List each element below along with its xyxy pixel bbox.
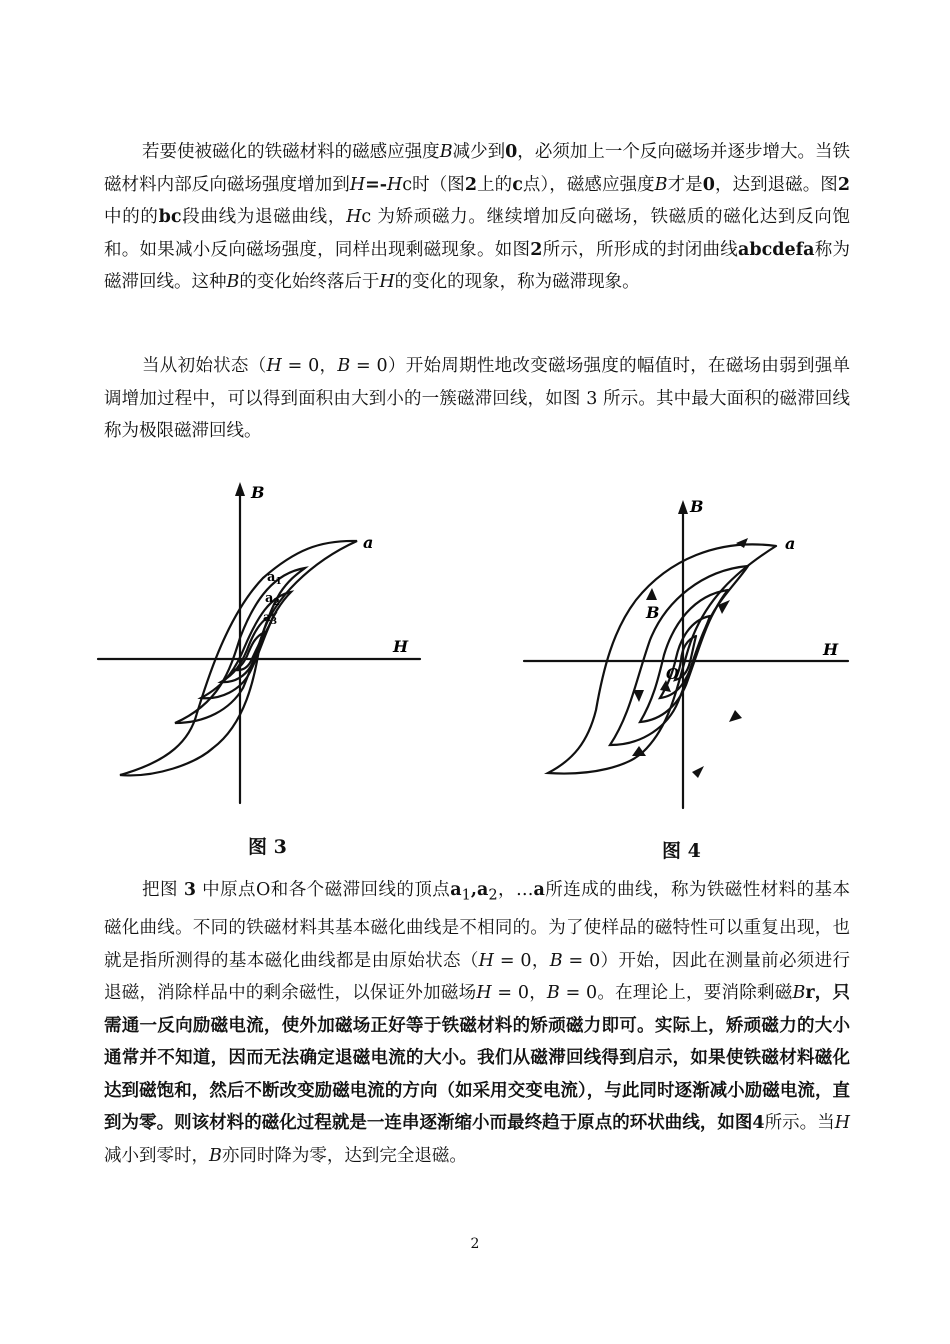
variable-b: B [546,983,560,1003]
text-run: = 0， [493,950,550,971]
text-run: 减小到零时， [104,1145,209,1166]
axis-label-b: B [251,483,265,502]
text-run: 上的 [477,174,513,195]
direction-arrow-icon [633,690,644,702]
bold-run: 3 [183,880,197,900]
text-run: = 0）开始，因此在测量前必须进行退磁，消除样品中的剩余磁性，以保证外加磁场 [104,950,850,1003]
text-run: 的变化始终落后于 [239,272,380,292]
curve-label-b: B [646,603,660,622]
page-number: 2 [470,1236,480,1252]
vertex-label-a: a [785,534,796,553]
paragraph-hysteresis-intro [104,136,850,299]
text-run: 才是 [667,174,703,195]
figure-3-caption: 图 3 [248,836,287,858]
text-run: c 为矫顽磁力。继续增加反向磁场，铁磁质的磁化达到反向饱和。如果减小反向磁场强度，同样出现剩磁现象。如图 [104,207,851,260]
bold-run: bc [158,207,182,227]
variable-h: H [478,950,494,971]
vertex-label-a1: $a_1$ [267,570,282,587]
direction-arrow-icon [729,710,742,722]
bold-run: 0 [702,174,715,195]
text-run: ，… [497,880,534,900]
variable-h: H [476,983,492,1003]
text-run: 段曲线为退磁曲线， [181,207,347,227]
bold-run: a [450,880,462,900]
variable-h: H [379,272,395,292]
variable-b: B [549,950,563,971]
text-run: 称为磁滞回线。这种 [104,239,851,292]
text-run: 中的的 [104,207,159,227]
variable-h: H [346,207,362,227]
figure-3-hysteresis-family [95,478,425,808]
loop-2 [610,566,748,745]
variable-h: H [266,356,282,376]
figure-4-caption: 图 4 [662,840,701,862]
axis-label-h: H [823,640,839,659]
subscript: 2 [488,886,498,904]
axis-label-b: B [690,497,704,516]
paragraph-basic-magnetization [104,874,850,1172]
paragraph-hysteresis-family [104,350,850,448]
subscript: 1 [461,886,471,904]
text-run: 把图 [142,880,178,900]
text-run: 的变化的现象，称为磁滞现象。 [394,272,640,292]
variable-b: B [209,1145,222,1166]
bold-run: 2 [464,174,478,195]
variable-h: H [834,1113,850,1133]
direction-arrow-icon [646,588,657,600]
bold-run: ,a [470,880,489,900]
axis-label-h: H [393,637,409,656]
direction-arrow-icon [692,766,704,778]
text-run: = 0。在理论上，要消除剩磁 [559,983,793,1003]
text-run: 当从初始状态（ [142,356,267,376]
text-run: 若要使被磁化的铁磁材料的磁感应强度 [142,142,440,162]
text-run: 所示，所形成的封闭曲线 [542,239,739,260]
bold-run: a [533,880,545,900]
variable-b: B [439,142,453,162]
origin-label: O [666,665,680,683]
b-axis-arrow-icon [235,482,245,496]
bold-run: =- [365,174,388,195]
variable-h: H [387,174,403,195]
text-run: = 0）开始周期性地改变磁场强度的幅值时，在磁场由弱到强单调增加过程中，可以得到面积由大到小的一簇磁滞回线，如图 3 所示。其中最大面积的磁滞回线称为极限磁滞回线。 [104,356,851,441]
vertex-label-a: a [363,533,374,552]
bold-run: 0 [505,142,518,162]
text-run: 中原点O和各个磁滞回线的顶点 [202,880,451,900]
text-run: 减少到 [452,142,506,162]
text-run: = 0， [491,983,547,1003]
variable-h: H [349,174,366,195]
b-axis-arrow-icon [678,500,688,514]
bold-run: c [512,174,523,195]
text-run: 亦同时降为零，达到完全退磁。 [221,1145,467,1166]
vertex-label-a3: $a_3$ [263,610,278,627]
variable-b: B [792,983,806,1003]
text-run: 点），磁感应强度 [522,174,655,195]
bold-run: 2 [530,239,543,260]
figure-4-demagnetization [518,490,853,810]
text-run: 所示。当 [764,1113,835,1133]
text-run: ，必须加上一个反向磁场并逐步增大。当铁磁材料内部反向磁场强度增加到 [104,142,851,195]
direction-arrow-icon [736,538,748,548]
bold-run: 2 [837,174,851,195]
variable-b: B [226,272,240,292]
variable-b: B [654,174,668,195]
variable-b: B [337,356,351,376]
bold-run: 4 [752,1113,765,1133]
text-run: 所连成的曲线，称为铁磁性材料的基本磁化曲线。不同的铁磁材料其基本磁化曲线是不相同的。为了使样品的磁特性可以重复出现，也就是指所测得的基本磁化曲线都是由原始状态（ [104,880,850,971]
text-run: c时（图 [402,174,465,195]
bold-run: r，只需通一反向励磁电流，使外加磁场正好等于铁磁材料的矫顽磁力即可。实际上，矫顽磁力的大小通常并不知道，因而无法确定退磁电流的大小。我们从磁滞回线得到启示，如果使铁磁材料磁化达到磁饱和，然后不断改变励磁电流的方向（如采用交变电流），与此同时逐渐减小励磁电流，直到为零。则该材料的磁化过程就是一连串逐渐缩小而最终趋于原点的环状曲线，如图 [104,983,850,1133]
vertex-label-a2: $a_2$ [265,591,280,608]
bold-run: abcdefa [738,239,815,260]
text-run: ，达到退磁。图 [714,174,838,195]
text-run: = 0， [281,356,338,376]
